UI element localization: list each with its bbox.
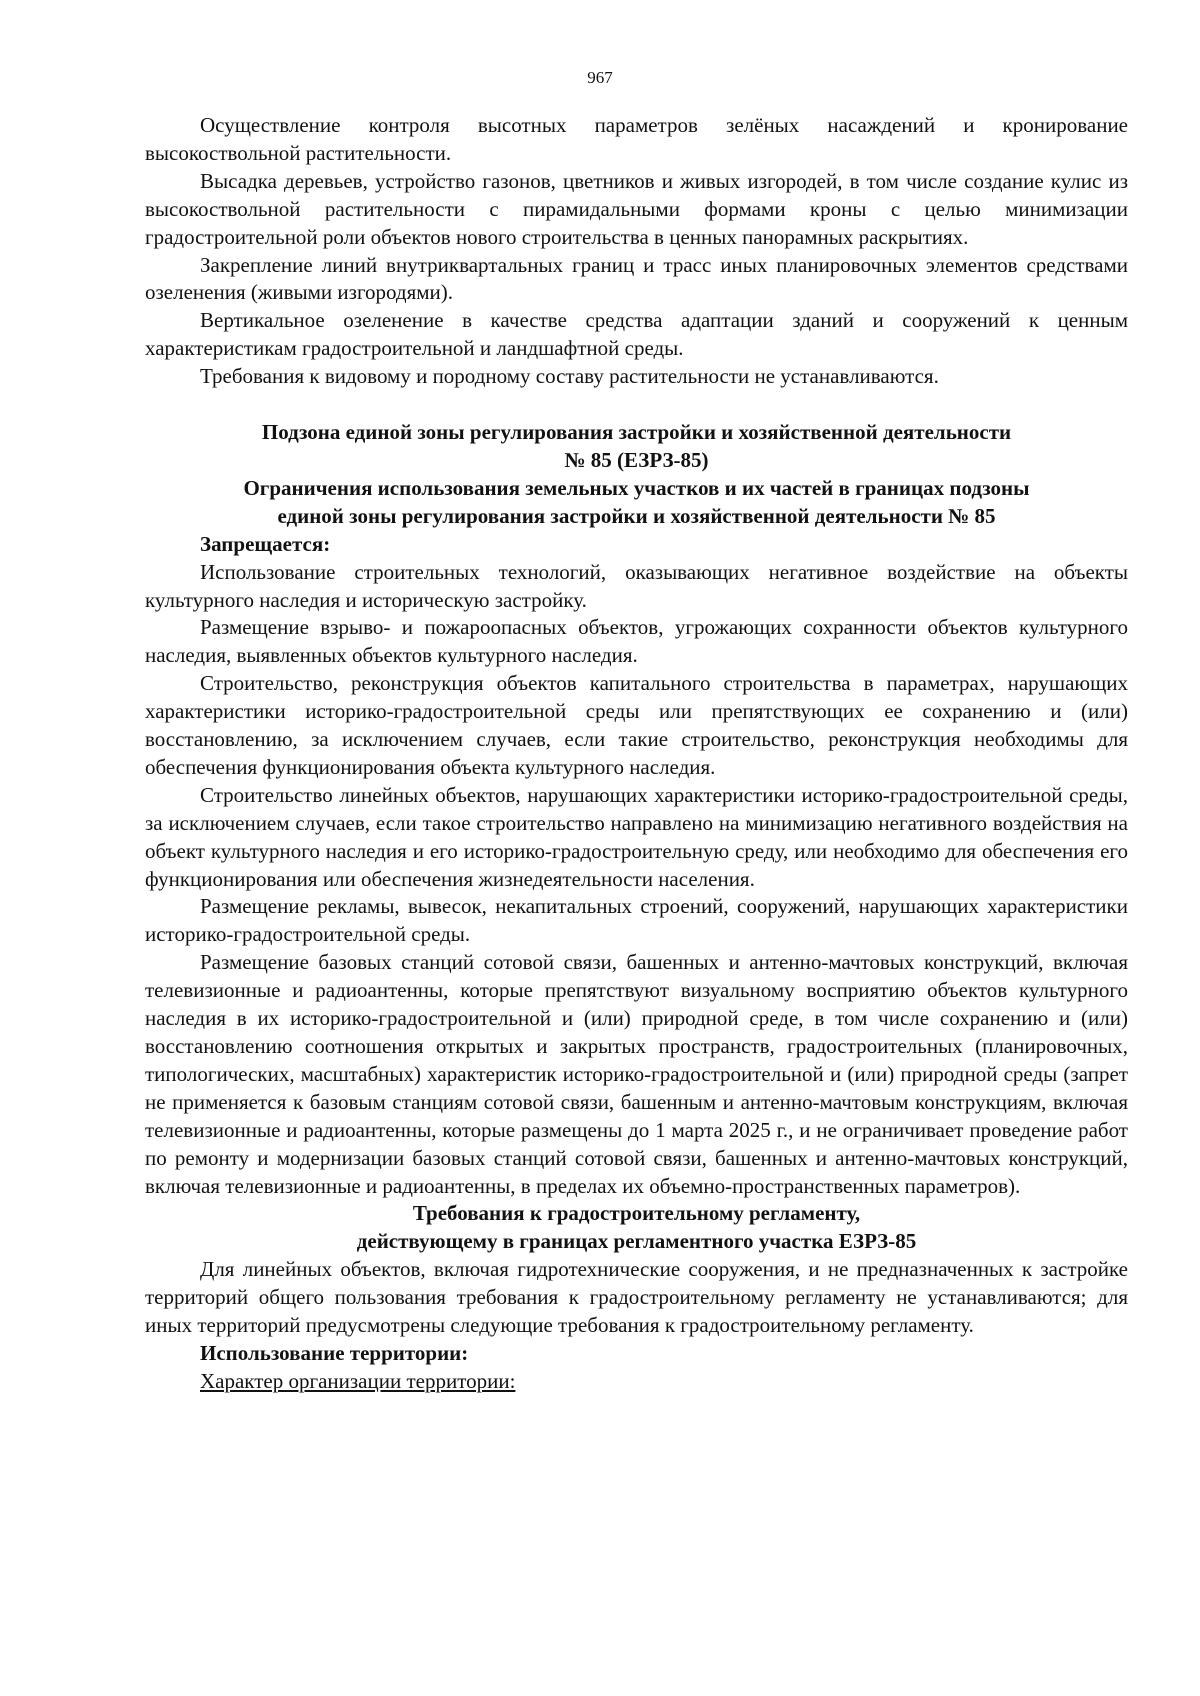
paragraph: Строительство линейных объектов, нарушающих характеристики историко-градостроительной среды, за исключением случаев, если такое строительство направлено на минимизацию негативного воздействия на объект культурного наследия и его историко-градостроительную среду, или необходимо для обеспечения его функционирования или обеспечения жизнедеятельности населения. [145,782,1128,891]
paragraph: Высадка деревьев, устройство газонов, цветников и живых изгородей, в том числе создание кулис из высокоствольной растительности с пирамидальными формами кроны с целью минимизации градостроительной роли объектов нового строительства в ценных панорамных раскрытиях. [145,168,1128,249]
paragraph: Строительство, реконструкция объектов капитального строительства в параметрах, нарушающих характеристики историко-градостроительной среды или препятствующих ее сохранению и (или) восстановлению, за исключением случаев, если такие строительство, реконструкция необходимы для обеспечения функционирования объекта культурного наследия. [145,671,1128,779]
page-number: 967 [587,68,613,87]
paragraph: Для линейных объектов, включая гидротехнические сооружения, и не предназначенных к застройке территорий общего пользования требования к градостроительному регламенту не устанавливаются; для иных территорий предусмотрены следующие требования к градостроительному регламенту. [145,1257,1128,1338]
paragraph: Осуществление контроля высотных параметров зелёных насаждений и кронирование высокоствольной растительности. [145,113,1128,165]
paragraph: Закрепление линий внутриквартальных границ и трасс иных планировочных элементов средствами озеленения (живыми изгородями). [145,252,1128,305]
subzone-title-line: Подзона единой зоны регулирования застройки и хозяйственной деятельности [261,420,1012,445]
paragraph: Размещение рекламы, вывесок, некапитальных строений, сооружений, нарушающих характеристики историко-градостроительной среды. [145,894,1128,947]
paragraph: Использование строительных технологий, оказывающих негативное воздействие на объекты культурного наследия и историческую застройку. [145,559,1128,612]
restrictions-title [145,475,1128,531]
territory-use-label: Использование территории: [200,1340,469,1365]
restrictions-title-line: Ограничения использования земельных участков и их частей в границах подзоны [243,475,1030,500]
requirements-title [145,1200,1128,1256]
document-body [145,112,1128,1396]
prohibited-label: Запрещается: [200,531,331,556]
paragraph: Требования к видовому и породному составу растительности не устанавливаются. [200,364,939,389]
subzone-title [145,419,1128,475]
restrictions-title-line: единой зоны регулирования застройки и хозяйственной деятельности № 85 [277,503,996,528]
territory-character-label: Характер организации территории: [200,1368,516,1393]
requirements-title-line: Требования к градостроительному регламенту, [412,1201,861,1226]
subzone-title-line: № 85 (ЕЗРЗ-85) [564,447,709,472]
paragraph: Вертикальное озеленение в качестве средства адаптации зданий и сооружений к ценным характеристикам градостроительной и ландшафтной среды. [145,308,1128,361]
paragraph: Размещение базовых станций сотовой связи, башенных и антенно-мачтовых конструкций, включая телевизионные и радиоантенны, которые препятствуют визуальному восприятию объектов культурного наследия в их историко-градостроительной и (или) природной среде, в том числе сохранению и (или) восстановлению соотношения открытых и закрытых пространств, градостроительных (планировочных, типологических, масштабных) характеристик историко-градостроительной и (или) природной среды (запрет не применяется к базовым станциям сотовой связи, башенным и антенно-мачтовым конструкциям, включая телевизионные и радиоантенны, которые размещены до 1 марта 2025 г., и не ограничивает проведение работ по ремонту и модернизации базовых станций сотовой связи, башенных и антенно-мачтовых конструкций, включая телевизионные и радиоантенны, в пределах их объемно-пространственных параметров). [145,950,1128,1198]
paragraph: Размещение взрыво- и пожароопасных объектов, угрожающих сохранности объектов культурного наследия, выявленных объектов культурного наследия. [145,615,1128,668]
requirements-title-line: действующему в границах регламентного участка ЕЗРЗ-85 [356,1229,917,1254]
